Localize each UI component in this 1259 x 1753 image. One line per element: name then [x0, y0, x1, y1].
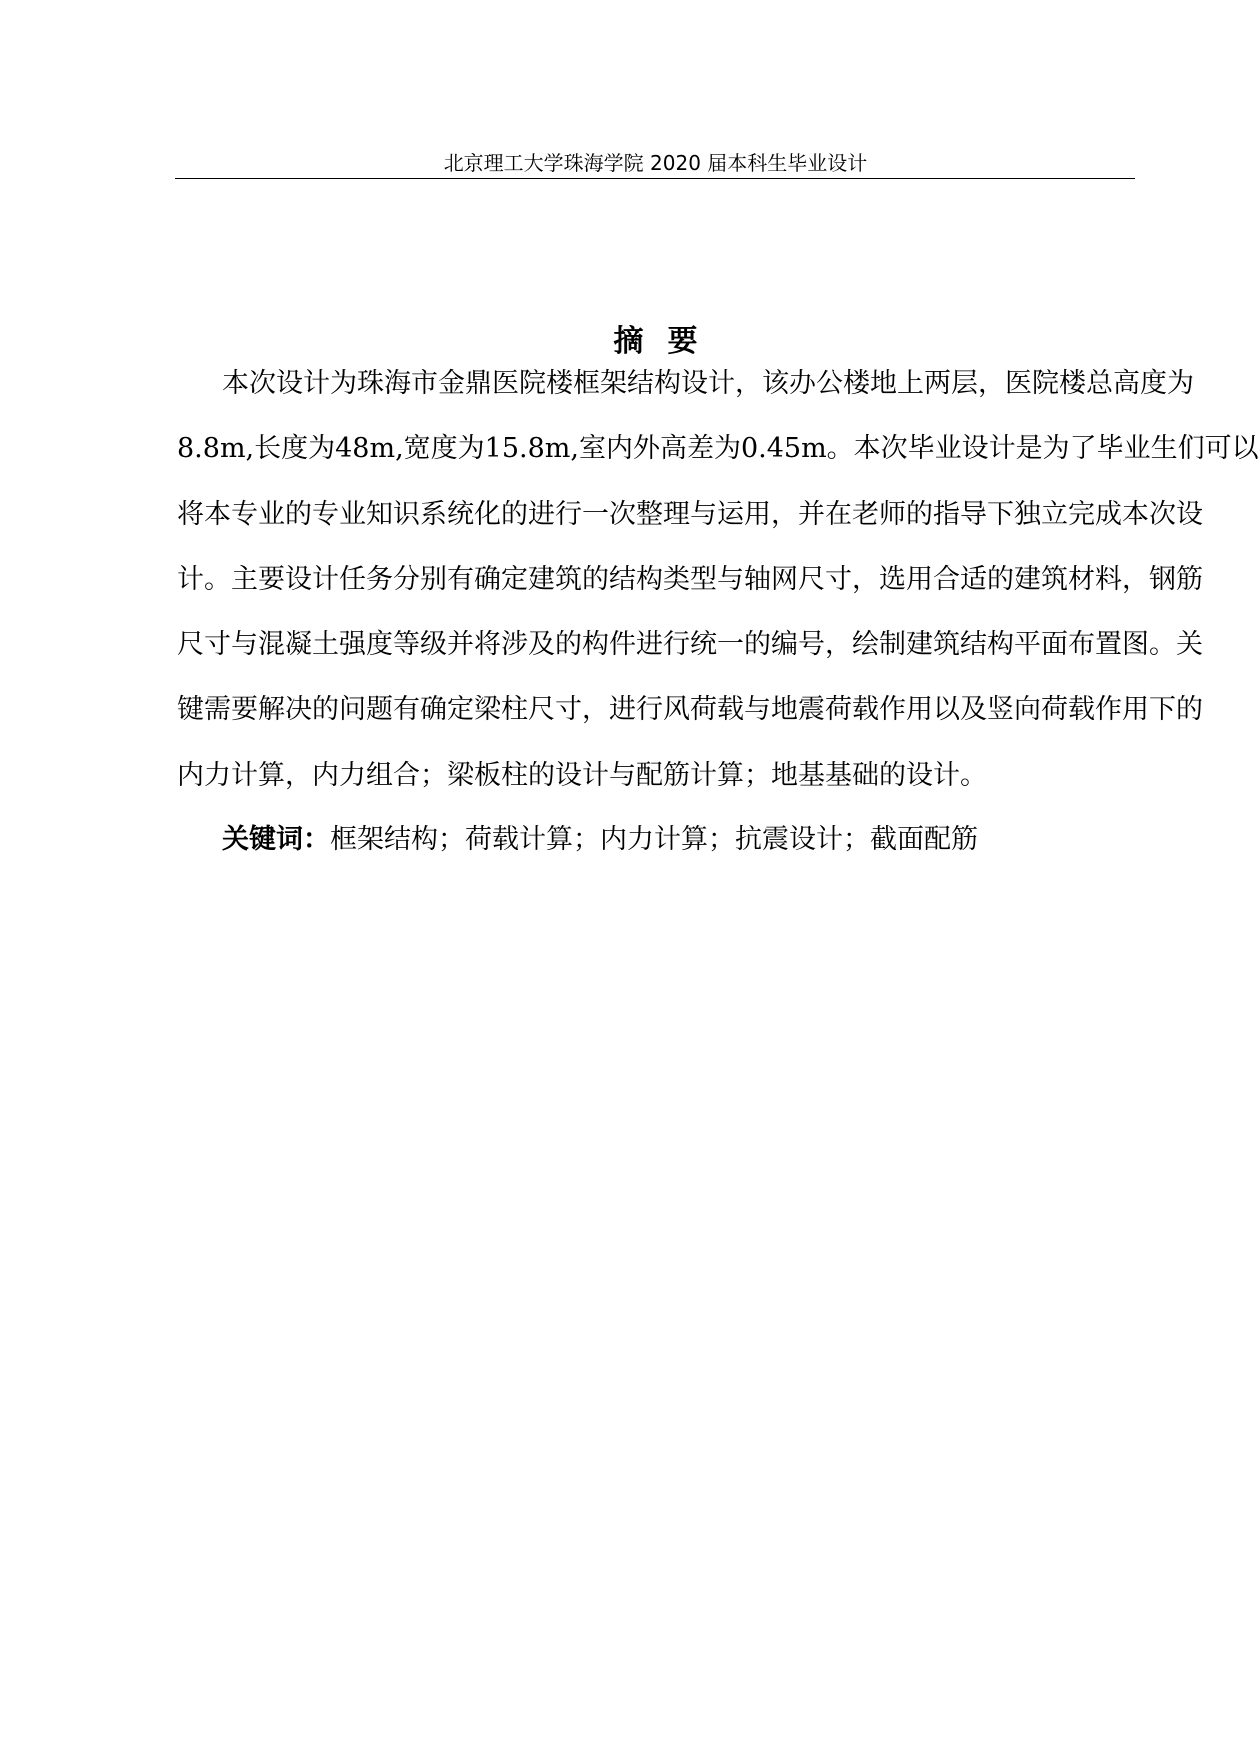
- abstract-line: 键需要解决的问题有确定梁柱尺寸，进行风荷载与地震荷载作用以及竖向荷载作用下的: [177, 694, 1203, 726]
- abstract-line: 8.8m,长度为48m,宽度为15.8m,室内外高差为0.45m。本次毕业设计是为了毕业生们可以: [177, 433, 1259, 465]
- abstract-title: 摘要: [613, 324, 722, 359]
- abstract-paragraph: [177, 364, 1259, 821]
- abstract-line: 将本专业的专业知识系统化的进行一次整理与运用，并在老师的指导下独立完成本次设: [177, 498, 1203, 530]
- abstract-line: 计。主要设计任务分别有确定建筑的结构类型与轴网尺寸，选用合适的建筑材料，钢筋: [177, 563, 1203, 595]
- page-header: 北京理工大学珠海学院 2020 届本科生毕业设计: [443, 151, 868, 175]
- keywords-label: 关键词：: [222, 824, 330, 855]
- keywords-value: 框架结构；荷载计算；内力计算；抗震设计；截面配筋: [330, 824, 978, 855]
- abstract-line: 本次设计为珠海市金鼎医院楼框架结构设计，该办公楼地上两层，医院楼总高度为: [222, 368, 1194, 399]
- abstract-line: 尺寸与混凝土强度等级并将涉及的构件进行统一的编号，绘制建筑结构平面布置图。关: [177, 629, 1203, 661]
- abstract-line: 内力计算，内力组合；梁板柱的设计与配筋计算；地基基础的设计。: [177, 759, 987, 791]
- keywords: [222, 820, 978, 860]
- header-divider: [175, 178, 1135, 179]
